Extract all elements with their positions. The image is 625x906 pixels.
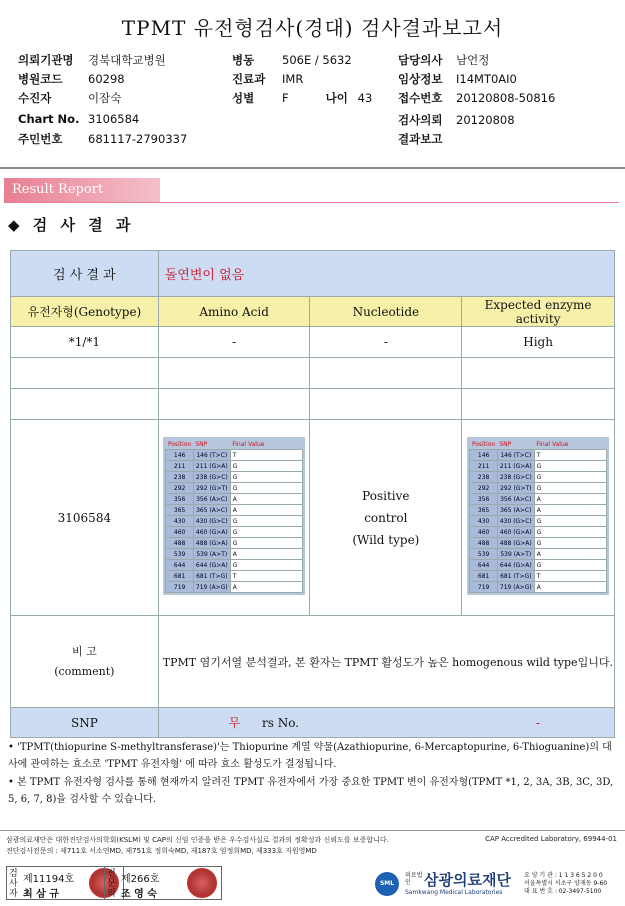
- clinical-info-row: [398, 71, 517, 89]
- snp-row: [166, 472, 302, 483]
- snp-position: 460: [166, 527, 193, 538]
- snp-final-value: G: [230, 560, 302, 571]
- org-contact: [524, 872, 607, 896]
- request-date-value: 20120808: [456, 113, 515, 127]
- doctor-label: 담당의사: [398, 53, 443, 67]
- snp-change: 292 (G>T): [193, 483, 230, 494]
- snp-change: 292 (G>T): [497, 483, 534, 494]
- control-label-3: (Wild type): [352, 532, 420, 547]
- accreditation-note: 삼광의료재단은 대한진단검사의학회(KSLM) 및 CAP의 신임 인증을 받은 우수검사실로 결과의 정확성과 신뢰도를 보증합니다.: [6, 836, 389, 844]
- snp-final-value: A: [534, 549, 606, 560]
- snp-final-value: G: [230, 516, 302, 527]
- snp-row: [470, 516, 606, 527]
- specialist-name: 조 영 숙: [121, 889, 157, 900]
- snp-header-snp: SNP: [499, 440, 512, 448]
- snp-row: [470, 450, 606, 461]
- column-header-row: [11, 297, 615, 327]
- snp-change: 539 (A>T): [193, 549, 230, 560]
- sml-logo-icon: SML: [375, 872, 399, 896]
- snp-row: [166, 450, 302, 461]
- snp-row: [470, 494, 606, 505]
- snp-position: 539: [470, 549, 497, 560]
- snp-change: 644 (G>A): [497, 560, 534, 571]
- snp-final-value: G: [230, 527, 302, 538]
- ward-label: 병동: [232, 53, 255, 67]
- snp-final-value: G: [230, 461, 302, 472]
- snp-position: 146: [166, 450, 193, 461]
- report-row: [398, 131, 456, 149]
- snp-final-value: A: [534, 494, 606, 505]
- snp-row: [166, 560, 302, 571]
- comment-row: [11, 616, 615, 708]
- specialist-seal: [187, 868, 217, 898]
- snp-sample-id: 3106584: [11, 420, 159, 616]
- rs-value: -: [462, 708, 615, 738]
- org-contact-1: 요 양 기 관 : 1 1 3 6 5 2 0 0: [524, 872, 603, 879]
- snp-change: 211 (G>A): [193, 461, 230, 472]
- snp-position: 238: [166, 472, 193, 483]
- snp-change: 719 (A>G): [193, 582, 230, 593]
- snp-change: 356 (A>C): [497, 494, 534, 505]
- snp-position: 681: [470, 571, 497, 582]
- comment-text: TPMT 염기서열 분석결과, 본 환자는 TPMT 활성도가 높은 homogenous wild type입니다.: [158, 616, 614, 708]
- department-row: [232, 71, 303, 89]
- snp-position: 488: [166, 538, 193, 549]
- snp-row: [470, 538, 606, 549]
- snp-position: 292: [166, 483, 193, 494]
- org-prefix: 의료법인: [405, 872, 423, 886]
- control-label-cell: [310, 420, 462, 616]
- snp-final-value: G: [230, 483, 302, 494]
- department-value: IMR: [282, 72, 304, 86]
- result-report-banner: Result Report: [4, 178, 160, 202]
- snp-change: 681 (T>G): [497, 571, 534, 582]
- snp-final-value: G: [230, 538, 302, 549]
- snp-position: 146: [470, 450, 497, 461]
- resident-no-row: [18, 131, 187, 149]
- hospital-code-label: 병원코드: [18, 72, 63, 86]
- snp-change: 488 (G>A): [497, 538, 534, 549]
- institution-value: 경북대학교병원: [88, 53, 166, 67]
- snp-patient-cell: [158, 420, 310, 616]
- snp-final-value: T: [230, 571, 302, 582]
- specialist-stamp: [104, 866, 222, 900]
- hospital-code-row: [18, 71, 125, 89]
- snp-final-value: A: [534, 582, 606, 593]
- banner-underline: [4, 202, 619, 203]
- col-enzyme-activity: Expected enzyme activity: [462, 297, 615, 327]
- specialist-no: 제266호: [121, 874, 160, 885]
- department-label: 진료과: [232, 72, 266, 86]
- snp-row: [166, 538, 302, 549]
- specialist-list: 진단검사전문의 : 제711호 서소연MD, 제751호 정희숙MD, 제187호 엄정희MD, 제333호 지원영MD: [6, 847, 317, 855]
- snp-change: 365 (A>C): [497, 505, 534, 516]
- snp-change: 356 (A>C): [193, 494, 230, 505]
- snp-final-value: A: [230, 494, 302, 505]
- rs-label-text: rs No.: [261, 715, 300, 730]
- snp-control-cell: [462, 420, 615, 616]
- age-value: 43: [357, 91, 373, 105]
- notes: [8, 739, 620, 809]
- snp-change: 238 (G>C): [193, 472, 230, 483]
- snp-position: 365: [470, 505, 497, 516]
- snp-row-value: 무: [158, 708, 310, 738]
- snp-header-final-value: Final Value: [536, 440, 569, 448]
- snp-change: 460 (G>A): [497, 527, 534, 538]
- inspector-no: 제11194호: [23, 874, 75, 885]
- sex-label: 성별: [232, 91, 255, 105]
- org-contact-2: 서울특별시 서초구 양재동 9-60: [524, 880, 608, 887]
- inspector-name: 최 삼 규: [23, 889, 59, 900]
- snp-change: 681 (T>G): [193, 571, 230, 582]
- hospital-code-value: 60298: [88, 72, 125, 86]
- results-table: [10, 250, 615, 738]
- snp-control-panel: [467, 437, 608, 596]
- receipt-no-label: 접수번호: [398, 91, 443, 105]
- rs-label: [261, 708, 462, 738]
- genotype-row: [11, 327, 615, 358]
- report-title: TPMT 유전형검사(경대) 검사결과보고서: [121, 16, 504, 40]
- snp-position: 430: [470, 516, 497, 527]
- snp-row: [166, 582, 302, 593]
- snp-final-value: G: [534, 527, 606, 538]
- snp-row: [470, 505, 606, 516]
- resident-no-label: 주민번호: [18, 132, 63, 146]
- snp-row: [166, 549, 302, 560]
- footer-divider: [0, 830, 625, 831]
- note-2: • 본 TPMT 유전자형 검사를 통해 현재까지 알려진 TPMT 유전자에서 가장 중요한 TPMT 변이 유전자형(TPMT *1, 2, 3A, 3B, 3C, 3D, 5, 6, 7, 8)을 검사할 수 있습니다.: [8, 777, 614, 805]
- genotype-value: *1/*1: [11, 327, 159, 358]
- snp-change: 365 (A>C): [193, 505, 230, 516]
- snp-row: [166, 461, 302, 472]
- snp-position: 644: [470, 560, 497, 571]
- clinical-info-value: I14MT0AI0: [456, 72, 517, 86]
- ward-value: 506E / 5632: [282, 53, 352, 67]
- snp-patient-panel: [163, 437, 304, 596]
- org-name-en: Samkwang Medical Laboratories: [405, 889, 503, 896]
- snp-final-value: A: [230, 582, 302, 593]
- section-heading: ◆ 검 사 결 과: [8, 216, 135, 234]
- nucleotide-value: -: [310, 327, 462, 358]
- snp-position: 644: [166, 560, 193, 571]
- snp-row: [166, 483, 302, 494]
- request-date-row: [398, 112, 515, 130]
- snp-row: [470, 571, 606, 582]
- snp-change: 238 (G>C): [497, 472, 534, 483]
- patient-name-row: [18, 90, 121, 108]
- snp-row: [470, 549, 606, 560]
- snp-row: [470, 472, 606, 483]
- clinical-info-label: 임상정보: [398, 72, 443, 86]
- comment-label-cell: [11, 616, 159, 708]
- chart-no-label: Chart No.: [18, 112, 80, 126]
- control-label-1: Positive: [362, 488, 410, 503]
- org-name: 삼광의료재단: [424, 871, 511, 889]
- snp-final-value: G: [534, 560, 606, 571]
- cap-accreditation: CAP Accredited Laboratory, 69944-01: [485, 835, 617, 843]
- snp-header-position: Position: [167, 440, 192, 448]
- result-value: 돌연변이 없음: [158, 251, 614, 297]
- empty-row: [11, 389, 615, 420]
- doctor-row: [398, 52, 489, 70]
- snp-row: [470, 483, 606, 494]
- receipt-no-value: 20120808-50816: [456, 91, 556, 105]
- patient-name-label: 수진자: [18, 91, 52, 105]
- resident-no-value: 681117-2790337: [88, 132, 188, 146]
- snp-row: [470, 461, 606, 472]
- snp-change: 539 (A>T): [497, 549, 534, 560]
- snp-header-final-value: Final Value: [232, 440, 265, 448]
- snp-row: [166, 516, 302, 527]
- snp-final-value: A: [534, 505, 606, 516]
- sex-row: [232, 90, 372, 108]
- snp-position: 539: [166, 549, 193, 560]
- snp-row-label: SNP: [11, 708, 159, 738]
- control-label-2: control: [364, 510, 408, 525]
- snp-final-value: T: [534, 571, 606, 582]
- snp-change: 430 (G>C): [497, 516, 534, 527]
- age-label: 나이: [325, 91, 348, 105]
- snp-row: [166, 571, 302, 582]
- request-date-label: 검사의뢰: [398, 113, 443, 127]
- snp-position: 238: [470, 472, 497, 483]
- snp-final-value: A: [230, 549, 302, 560]
- snp-row: [166, 527, 302, 538]
- snp-final-value: T: [534, 450, 606, 461]
- snp-final-value: G: [230, 472, 302, 483]
- snp-change: 719 (A>G): [497, 582, 534, 593]
- doctor-value: 남언정: [456, 53, 490, 67]
- comment-label-2: (comment): [54, 664, 115, 678]
- col-genotype: 유전자형(Genotype): [11, 297, 159, 327]
- snp-row: [166, 505, 302, 516]
- snp-final-value: G: [534, 461, 606, 472]
- snp-final-value: G: [534, 516, 606, 527]
- result-label: 검 사 결 과: [11, 251, 159, 297]
- comment-label-1: 비 고: [71, 644, 97, 658]
- snp-final-value: G: [534, 472, 606, 483]
- snp-final-value: T: [230, 450, 302, 461]
- snp-summary-row: [11, 708, 615, 738]
- snp-change: 460 (G>A): [193, 527, 230, 538]
- snp-position: 460: [470, 527, 497, 538]
- snp-position: 211: [470, 461, 497, 472]
- snp-final-value: G: [534, 538, 606, 549]
- snp-row: [470, 560, 606, 571]
- institution-label: 의뢰기관명: [18, 53, 74, 67]
- snp-row: [166, 494, 302, 505]
- receipt-no-row: [398, 90, 555, 108]
- col-nucleotide: Nucleotide: [310, 297, 462, 327]
- snp-change: 211 (G>A): [497, 461, 534, 472]
- snp-position: 719: [470, 582, 497, 593]
- snp-change: 488 (G>A): [193, 538, 230, 549]
- specialist-label: 전문의: [107, 869, 116, 899]
- chart-no-row: [18, 112, 139, 130]
- note-1: • 'TPMT(thiopurine S-methyltransferase)'는 Thiopurine 계열 약물(Azathiopurine, 6-Mercaptopurine, 6-Thioguanine)의 대사에 관여하는 효소로 'TPMT 유전자형' 에 따라 효소 활성도가 결정됩니다.: [8, 742, 612, 770]
- institution-row: [18, 52, 166, 70]
- chart-no-value: 3106584: [88, 112, 140, 126]
- snp-position: 356: [166, 494, 193, 505]
- enzyme-activity-value: High: [462, 327, 615, 358]
- snp-position: 356: [470, 494, 497, 505]
- snp-position: 365: [166, 505, 193, 516]
- snp-change: 146 (T>C): [497, 450, 534, 461]
- snp-row: [470, 582, 606, 593]
- snp-change: 430 (G>C): [193, 516, 230, 527]
- result-summary-row: [11, 251, 615, 297]
- snp-comparison-row: [11, 420, 615, 616]
- snp-position: 681: [166, 571, 193, 582]
- empty-row: [11, 358, 615, 389]
- report-label: 결과보고: [398, 132, 443, 146]
- ward-row: [232, 52, 352, 70]
- snp-change: 644 (G>A): [193, 560, 230, 571]
- snp-change: 146 (T>C): [193, 450, 230, 461]
- patient-name-value: 이잠숙: [88, 91, 122, 105]
- snp-final-value: A: [230, 505, 302, 516]
- snp-position: 488: [470, 538, 497, 549]
- snp-position: 292: [470, 483, 497, 494]
- snp-position: 430: [166, 516, 193, 527]
- snp-final-value: G: [534, 483, 606, 494]
- header-divider: [0, 167, 625, 169]
- amino-acid-value: -: [158, 327, 310, 358]
- sex-value: F: [282, 91, 289, 105]
- inspector-label: 검사자: [9, 869, 18, 899]
- org-contact-3: 대 표 번 호 : 02-3497-5100: [524, 888, 602, 895]
- col-amino-acid: Amino Acid: [158, 297, 310, 327]
- snp-position: 211: [166, 461, 193, 472]
- snp-row: [470, 527, 606, 538]
- snp-header-snp: SNP: [195, 440, 208, 448]
- snp-position: 719: [166, 582, 193, 593]
- snp-header-position: Position: [471, 440, 496, 448]
